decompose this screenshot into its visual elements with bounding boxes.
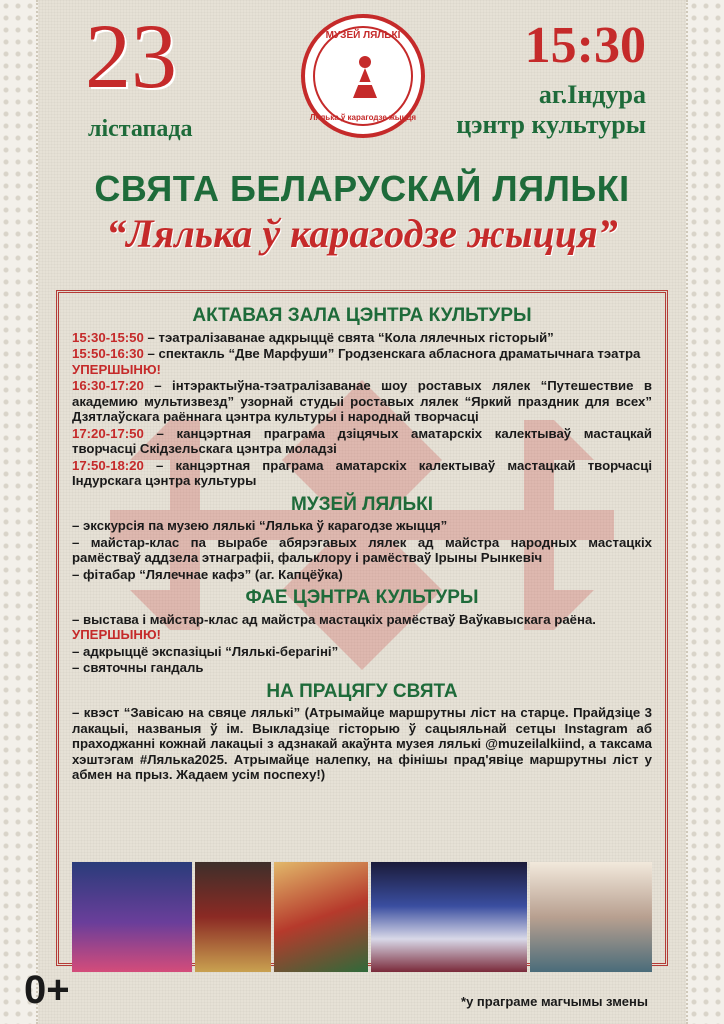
photo-dancer bbox=[274, 862, 368, 972]
list-item: – квэст “Завісаю на свяце лялькі” (Атрымайце маршрутны ліст на старце. Прайдзіце 3 лакацыі, названыя ў ім. Выкладзіце гісторыю ў сацыяльнай сетцы Instagram аб праходжанні кожнай лакацыі з адзнакай акаўнта музея лялькі @muzeilalkiind, а таксама хэштэгам #Лялька2025. Атрымайце налепку, на фінішы прад'явіце маршрутны ліст у абмен на прыз. Жадаем усім поспеху!) bbox=[72, 705, 652, 782]
schedule-item bbox=[72, 330, 652, 346]
schedule-item bbox=[72, 378, 652, 425]
photo-children-ensemble bbox=[371, 862, 527, 972]
program-note: *у праграме магчымы змены bbox=[461, 994, 648, 1009]
photo-performer bbox=[195, 862, 271, 972]
photo-museum-hall bbox=[530, 862, 652, 972]
photo-strip bbox=[72, 862, 652, 972]
list-item: – майстар-клас па вырабе абярэгавых лялек ад майстра народных мастацкіх рамёстваў аддзела этнаграфіі, фальклору і рамёстваў Ірыны Рынкевіч bbox=[72, 534, 652, 565]
hall-schedule bbox=[72, 330, 652, 489]
lace-border-right bbox=[686, 0, 724, 1024]
age-rating: 0+ bbox=[24, 968, 70, 1012]
list-item: – адкрыццё экспазіцыі “Лялькі-берагіні” bbox=[72, 643, 339, 659]
section-heading-foyer: ФАЕ ЦЭНТРА КУЛЬТУРЫ bbox=[245, 587, 479, 608]
schedule-text: – спектакль “Две Марфуши” Гродзенскага абласнога драматычнага тэатра bbox=[143, 346, 641, 361]
photo-costume-dolls bbox=[72, 862, 192, 972]
schedule-time: 17:20-17:50 bbox=[72, 425, 144, 441]
event-date-day: 23 bbox=[85, 5, 177, 107]
premiere-note: УПЕРШЫНЮ! bbox=[72, 627, 161, 642]
section-heading-hall: АКТАВАЯ ЗАЛА ЦЭНТРА КУЛЬТУРЫ bbox=[192, 305, 532, 326]
schedule-item bbox=[72, 346, 652, 377]
list-item: – экскурсія па музею лялькі “Лялька ў карагодзе жыцця” bbox=[72, 518, 448, 533]
logo-bottom-text: Лялька ў карагодзе жыцця bbox=[309, 113, 417, 122]
schedule-item bbox=[72, 458, 652, 489]
logo-top-text: МУЗЕЙ ЛЯЛЬКІ bbox=[325, 30, 401, 41]
event-time: 15:30 bbox=[524, 17, 646, 74]
schedule-item bbox=[72, 426, 652, 457]
schedule-time: 16:30-17:20 bbox=[72, 378, 144, 393]
event-place-village: аг.Індура bbox=[538, 80, 646, 109]
list-item: – фітабар “Лялечнае кафэ” (аг. Капцёўка) bbox=[72, 566, 343, 582]
section-heading-extra: НА ПРАЦЯГУ СВЯТА bbox=[266, 680, 458, 702]
section-heading-museum: МУЗЕЙ ЛЯЛЬКІ bbox=[290, 493, 433, 515]
schedule-text: – канцэртная праграма дзіцячых аматарскіх калектываў мастацкай творчасці Скідзельскага цэнтра моладзі bbox=[72, 425, 652, 456]
foyer-list bbox=[72, 612, 652, 676]
event-place-venue: цэнтр культуры bbox=[456, 110, 646, 139]
schedule-time: 15:50-16:30 bbox=[72, 346, 144, 361]
schedule-time: 15:30-15:50 bbox=[72, 329, 144, 345]
list-item bbox=[72, 612, 652, 643]
event-title: СВЯТА БЕЛАРУСКАЙ ЛЯЛЬКІ bbox=[94, 168, 630, 209]
lace-border-left bbox=[0, 0, 38, 1024]
event-subtitle: “Лялька ў карагодзе жыцця” bbox=[106, 211, 618, 256]
schedule-text: – тэатралізаванае адкрыццё свята “Кола лялечных гісторый” bbox=[143, 329, 554, 345]
program-content bbox=[72, 306, 652, 784]
extra-list bbox=[72, 705, 652, 783]
schedule-text: – інтэрактыўна-тэатралізаванае шоу роставых лялек “Путешествие в академию мультизвезд” узорнай студыі роставых лялек “Яркий праздник для всех” Дзятлаўскага раённага цэнтра культуры і народнай творчасці bbox=[72, 378, 652, 424]
museum-list bbox=[72, 518, 652, 582]
event-date-month: лістапада bbox=[88, 116, 193, 142]
schedule-text: – канцэртная праграма аматарскіх калектываў мастацкай творчасці Індурскага цэнтра культуры bbox=[72, 457, 652, 488]
museum-logo bbox=[301, 14, 425, 138]
list-item-text: – выстава і майстар-клас ад майстра мастацкіх рамёстваў Ваўкавыскага раёна. bbox=[72, 611, 596, 627]
list-item: – святочны гандаль bbox=[72, 660, 204, 675]
premiere-note: УПЕРШЫНЮ! bbox=[72, 361, 161, 377]
doll-icon bbox=[351, 54, 379, 100]
schedule-time: 17:50-18:20 bbox=[72, 457, 144, 473]
